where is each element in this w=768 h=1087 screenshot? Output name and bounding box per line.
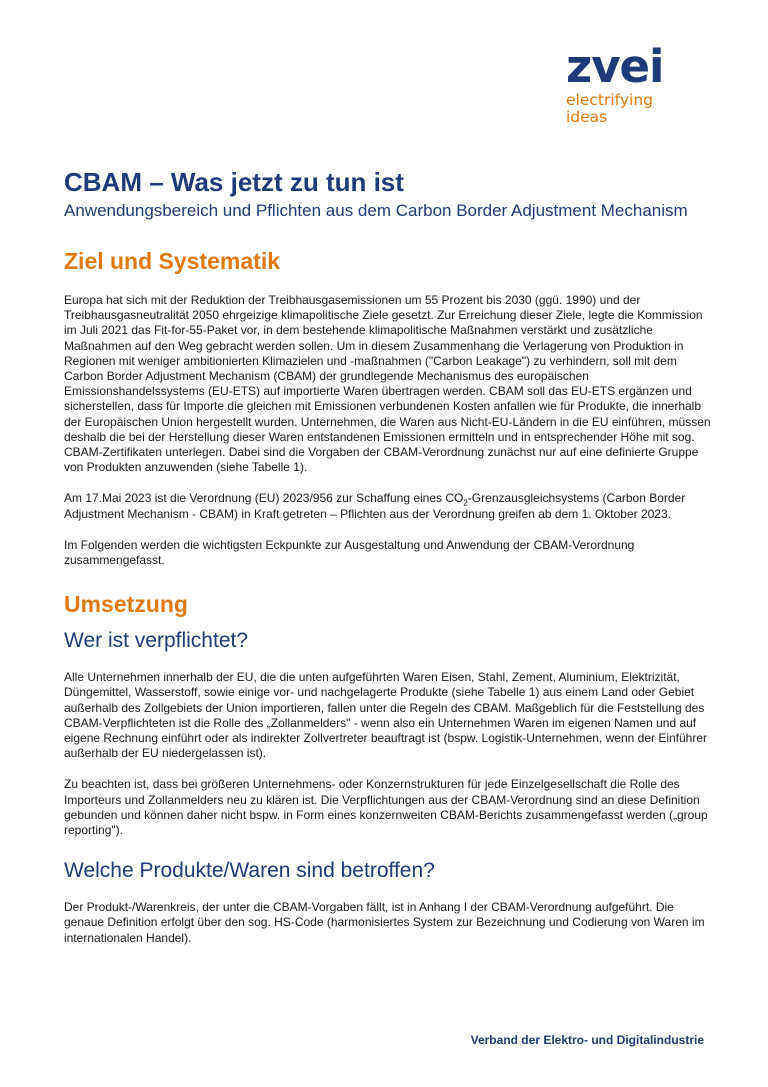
document-body [64, 166, 714, 962]
subheading-produkte: Welche Produkte/Waren sind betroffen? [64, 859, 435, 883]
paragraph-verpflichtet-2: Zu beachten ist, dass bei größeren Unternehmens- oder Konzernstrukturen für jede Einzelgesellschaft die Rolle des Importeurs und Zollanmelders neu zu klären ist. Die Verpflichtungen aus der CBAM-Verordnung sind an diese Definition gebunden und können daher nicht bspw. in Form eines konzernweiten CBAM-Berichts zusammengefasst werden („group reporting"). [64, 777, 708, 838]
footer-organization: Verband der Elektro- und Digitalindustrie [470, 1033, 704, 1047]
paragraph-ziel-2-start: Am 17.Mai 2023 ist die Verordnung (EU) 2023/956 zur Schaffung eines CO [64, 491, 464, 506]
zvei-logo [566, 40, 716, 126]
paragraph-ziel-3: Im Folgenden werden die wichtigsten Eckpunkte zur Ausgestaltung und Anwendung der CBAM-Verordnung zusammengefasst. [64, 537, 635, 568]
section-heading-umsetzung: Umsetzung [64, 591, 188, 618]
logo-tagline-line2: ideas [566, 108, 608, 126]
subheading-verpflichtet: Wer ist verpflichtet? [64, 629, 249, 653]
logo-wordmark: zvei [566, 40, 664, 93]
section-heading-ziel: Ziel und Systematik [64, 248, 281, 274]
page-subtitle: Anwendungsbereich und Pflichten aus dem Carbon Border Adjustment Mechanism [64, 201, 688, 220]
paragraph-verpflichtet-1: Alle Unternehmen innerhalb der EU, die die unten aufgeführten Waren Eisen, Stahl, Zement, Aluminium, Elektrizität, Düngemittel, Wasserstoff, sowie einige vor- und nachgelagerte Produkte (siehe Tabelle 1) aus einem Land oder Gebiet außerhalb des Zollgebiets der Union importieren, fallen unter die Regeln des CBAM. Maßgeblich für die Feststellung des CBAM-Verpflichteten ist die Rolle des „Zollanmelders" - wenn also ein Unternehmen Waren im eigenen Namen und auf eigene Rechnung einführt oder als indirekter Zollvertreter beauftragt ist (bspw. Logistik-Unternehmen, wenn der Einführer außerhalb der EU niedergelassen ist). [64, 670, 708, 761]
paragraph-ziel-2 [64, 491, 714, 521]
paragraph-ziel-1: Europa hat sich mit der Reduktion der Treibhausgasemissionen um 55 Prozent bis 2030 (ggü. 1990) und der Treibhausgasneutralität 2050 ehrgeizige klimapolitische Ziele gesetzt. Zur Erreichung dieser Ziele, legte die Kommission im Juli 2021 das Fit-for-55-Paket vor, in dem bestehende klimapolitische Maßnahmen verstärkt und zusätzliche Maßnahmen auf den Weg gebracht werden sollen. Um in diesem Zusammenhang die Verlagerung von Produktion in Regionen mit weniger ambitionierten Klimazielen und -maßnahmen ("Carbon Leakage") zu verhindern, soll mit dem Carbon Border Adjustment Mechanism (CBAM) der grundlegende Mechanismus des europäischen Emissionshandelssystems (EU-ETS) auf importierte Waren übertragen werden. CBAM soll das EU-ETS ergänzen und sicherstellen, dass für Importe die gleichen mit Emissionen verbundenen Kosten anfallen wie für Produkte, die innerhalb der Europäischen Union hergestellt wurden. Unternehmen, die Waren aus Nicht-EU-Ländern in die EU einführen, müssen deshalb die bei der Herstellung dieser Waren entstandenen Emissionen ermitteln und in entsprechender Höhe mit sog. CBAM-Zertifikaten unterlegen. Dabei sind die Vorgaben der CBAM-Verordnung zunächst nur auf eine definierte Gruppe von Produkten anzuwenden (siehe Tabelle 1). [64, 293, 711, 475]
paragraph-ziel-2-end: -Grenzausgleichsystems (Carbon Border Adjustment Mechanism - CBAM) in Kraft getreten – Pflichten aus der Verordnung greifen ab dem 1. Oktober 2023. [64, 491, 686, 521]
co2-subscript: 2 [463, 498, 468, 508]
page-title: CBAM – Was jetzt zu tun ist [64, 167, 404, 197]
logo-tagline-line1: electrifying [566, 91, 653, 109]
paragraph-produkte-1: Der Produkt-/Warenkreis, der unter die CBAM-Vorgaben fällt, ist in Anhang I der CBAM-Verordnung aufgeführt. Die genaue Definition erfolgt über den sog. HS-Code (harmonisiertes System zur Bezeichnung und Codierung von Waren im internationalen Handel). [64, 900, 705, 945]
